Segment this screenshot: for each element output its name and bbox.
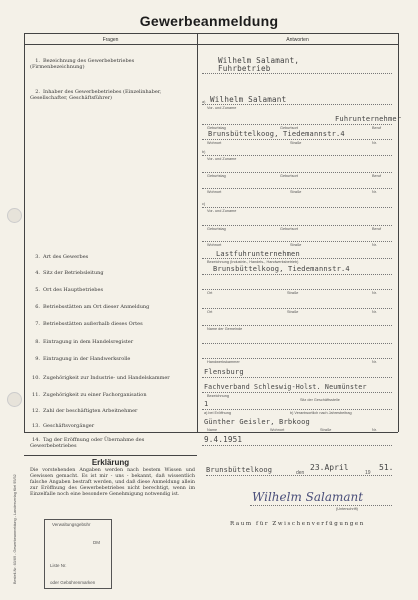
answer-1-underline <box>202 73 392 74</box>
answer-handwerk: Flensburg <box>204 368 244 376</box>
label-bezeichnung: Bezeichnung (Industrie-, Handels-, Handwerksbetrieb) <box>207 260 299 264</box>
label-ort-5: Ort <box>207 291 213 295</box>
owner-b-birth-line <box>202 172 392 173</box>
table-top-border <box>24 33 398 34</box>
label-unterschrift: (Unterschrift) <box>336 507 358 511</box>
question-1: 1. Bezeichnung des Gewerbebetriebes (Firmenbezeichnung) <box>30 58 135 71</box>
label-vor-zuname-a: Vor- und Zuname <box>207 106 237 110</box>
side-print-text: Bestell-Nr. 63/69 - Gewerbeanmeldung - Landesverlag Kiel 95/52 <box>13 474 17 584</box>
signature-year: 51. <box>379 463 394 472</box>
answer-5-underline <box>202 289 392 290</box>
erklaerung-title: Erklärung <box>91 458 130 467</box>
label-nr-13: Nr. <box>372 428 377 432</box>
question-2: 2. Inhaber des Gewerbebetriebes (Einzelinhaber, Gesellschafter, Geschäftsführer) <box>30 89 162 102</box>
label-geburtstag-b: Geburtstag <box>207 174 226 178</box>
label-wohnort-c: Wohnort <box>207 243 222 247</box>
question-14: 14. Tag der Eröffnung oder Übernahme des Gewerbebetriebes <box>30 437 145 450</box>
label-beruf-b: Beruf <box>372 174 382 178</box>
label-name-gemeinde: Name der Gemeinde <box>207 327 243 331</box>
label-vor-zuname-c: Vor- und Zuname <box>207 209 237 213</box>
label-wohnort-b: Wohnort <box>207 190 222 194</box>
question-9: 9. Eintragung in der Handwerksrolle <box>35 356 131 362</box>
label-sitz-geschaeftsstelle: Sitz der Geschäftsstelle <box>300 398 340 402</box>
owner-c-marker: c) <box>202 202 206 206</box>
answer-zahl: 1 <box>204 400 209 408</box>
owner-c-birth-line <box>202 225 392 226</box>
label-handwerkskammer: Handwerkskammer <box>207 360 240 364</box>
label-strasse-c: Straße <box>290 243 302 247</box>
question-4: 4. Sitz der Betriebsleitung <box>35 270 104 276</box>
label-nr-b: Nr. <box>372 190 377 194</box>
label-bei-eroeffnung: a) bei Eröffnung <box>204 411 231 415</box>
answer-firm-name-line1: Wilhelm Salamant, <box>218 56 300 65</box>
owner-a-marker: a) <box>202 100 206 104</box>
fee-box-liste: Liste Nr. <box>50 563 67 568</box>
punch-hole-top <box>7 208 22 223</box>
label-strasse-b: Straße <box>290 190 302 194</box>
label-name-13: Name <box>207 428 218 432</box>
signature-line <box>250 505 392 506</box>
label-vor-zuname-b: Vor- und Zuname <box>207 157 237 161</box>
answer-firm-name-line2: Fuhrbetrieb <box>218 64 271 73</box>
answer-3-underline <box>202 258 392 259</box>
raum-zwischenverfuegungen: Raum für Zwischenverfügungen <box>230 521 365 527</box>
answer-owner-a-wohnort: Brunsbüttelkoog, Tiedemannstr.4 <box>208 130 345 138</box>
handwritten-signature: Wilhelm Salamant <box>252 490 364 504</box>
label-strasse-13: Straße <box>320 428 332 432</box>
label-nr-c: Nr. <box>372 243 377 247</box>
label-ort-6: Ort <box>207 310 213 314</box>
label-strasse-5: Straße <box>287 291 299 295</box>
answer-owner-a-beruf: Fuhrunternehmer <box>335 115 402 123</box>
answer-owner-a-name: Wilhelm Salamant <box>210 95 287 104</box>
answer-14-underline <box>202 445 392 446</box>
owner-c-wohnort-line <box>202 241 392 242</box>
owner-c-name-line <box>202 207 392 208</box>
owner-b-wohnort-line <box>202 188 392 189</box>
answer-9-underline <box>202 358 392 359</box>
answer-6-underline <box>202 308 392 309</box>
label-nr-6: Nr. <box>372 310 377 314</box>
label-geburtstag-a: Geburtstag <box>207 126 226 130</box>
answer-10-underline <box>202 377 392 378</box>
table-right-border <box>398 33 399 432</box>
form-title: Gewerbeanmeldung <box>139 13 279 29</box>
erklaerung-text: Die vorstehenden Angaben werden nach bestem Wissen und Gewissen gemacht. Es ist mir - uns - bekannt, daß wissentlich falsche Angaben bestraft werden, und daß diese Anmeldung allein zur Eröffnung des Gewerbebetriebes nicht berechtigt, wenn im Einzelfalle noch eine besondere Genehmigung notwendig ist. <box>30 468 195 497</box>
label-geburtsort-a: Geburtsort <box>280 126 298 130</box>
answer-vorgaenger: Günther Geisler, Brbkoog <box>204 418 310 426</box>
table-mid-border <box>197 33 198 432</box>
answer-fach: Fachverband Schleswig-Holst. Neumünster <box>204 383 367 391</box>
label-bezeichnung-11: Bezeichnung <box>207 394 229 398</box>
fee-box-title: Verwaltungsgebühr <box>52 522 91 527</box>
label-beruf-c: Beruf <box>372 227 382 231</box>
signature-den-label: den <box>296 470 305 476</box>
question-5: 5. Ort des Hauptbetriebes <box>35 287 104 293</box>
answer-datum: 9.4.1951 <box>204 435 243 444</box>
label-geburtsort-b: Geburtsort <box>280 174 298 178</box>
answer-11-underline <box>202 392 392 393</box>
question-13: 13. Geschäftsvorgänger <box>32 423 95 429</box>
signature-year-prefix: 19 <box>365 470 371 476</box>
label-beruf-a: Beruf <box>372 126 382 130</box>
owner-a-name-line <box>202 104 392 105</box>
label-nr-9: Nr. <box>372 360 377 364</box>
signature-place: Brunsbüttelkoog <box>206 466 273 474</box>
col-questions-header: Fragen <box>102 37 119 43</box>
label-geburtstag-c: Geburtstag <box>207 227 226 231</box>
owner-b-name-line <box>202 155 392 156</box>
owner-b-marker: b) <box>202 150 206 154</box>
question-8: 8. Eintragung in dem Handelsregister <box>35 339 134 345</box>
question-3: 3. Art des Gewerbes <box>35 254 89 260</box>
label-geburtsort-c: Geburtsort <box>280 227 298 231</box>
label-verantwortlich: b) Verantwortlich nach Jahresbeitrag <box>290 411 352 415</box>
punch-hole-bottom <box>7 392 22 407</box>
question-11: 11. Zugehörigkeit zu einer Fachorganisation <box>32 392 147 398</box>
answer-8-underline <box>202 343 392 344</box>
fee-box-marken: oder Gebührenmarken <box>50 580 96 585</box>
signature-date: 23.April <box>310 463 349 472</box>
table-header-border <box>24 44 398 45</box>
erklaerung-top-rule <box>24 455 197 456</box>
label-wohnort-a: Wohnort <box>207 141 222 145</box>
table-left-border <box>24 33 25 432</box>
question-7: 7. Betriebsstätten außerhalb dieses Ortes <box>35 321 143 327</box>
answer-7-underline <box>202 325 392 326</box>
table-bottom-border <box>24 432 398 433</box>
answer-sitz: Brunsbüttelkoog, Tiedemannstr.4 <box>213 265 350 273</box>
answer-art: Lastfuhrunternehmen <box>216 250 300 258</box>
label-strasse-6: Straße <box>287 310 299 314</box>
label-wohnort-13: Wohnort <box>270 428 285 432</box>
owner-a-birth-line <box>202 124 392 125</box>
fee-box <box>44 519 112 589</box>
signature-date-line <box>206 475 392 476</box>
question-10: 10. Zugehörigkeit zur Industrie- und Handelskammer <box>32 375 170 381</box>
answer-12-underline <box>202 409 392 410</box>
label-nr-5: Nr. <box>372 291 377 295</box>
question-6: 6. Betriebsstätten am Ort dieser Anmeldung <box>35 304 150 310</box>
label-strasse-a: Straße <box>290 141 302 145</box>
col-answers-header: Antworten <box>286 37 309 43</box>
label-nr-a: Nr. <box>372 141 377 145</box>
question-12: 12. Zahl der beschäftigten Arbeitnehmer <box>32 408 138 414</box>
fee-box-dm: DM <box>93 540 100 545</box>
answer-4-underline <box>202 274 392 275</box>
owner-a-wohnort-line <box>202 139 392 140</box>
